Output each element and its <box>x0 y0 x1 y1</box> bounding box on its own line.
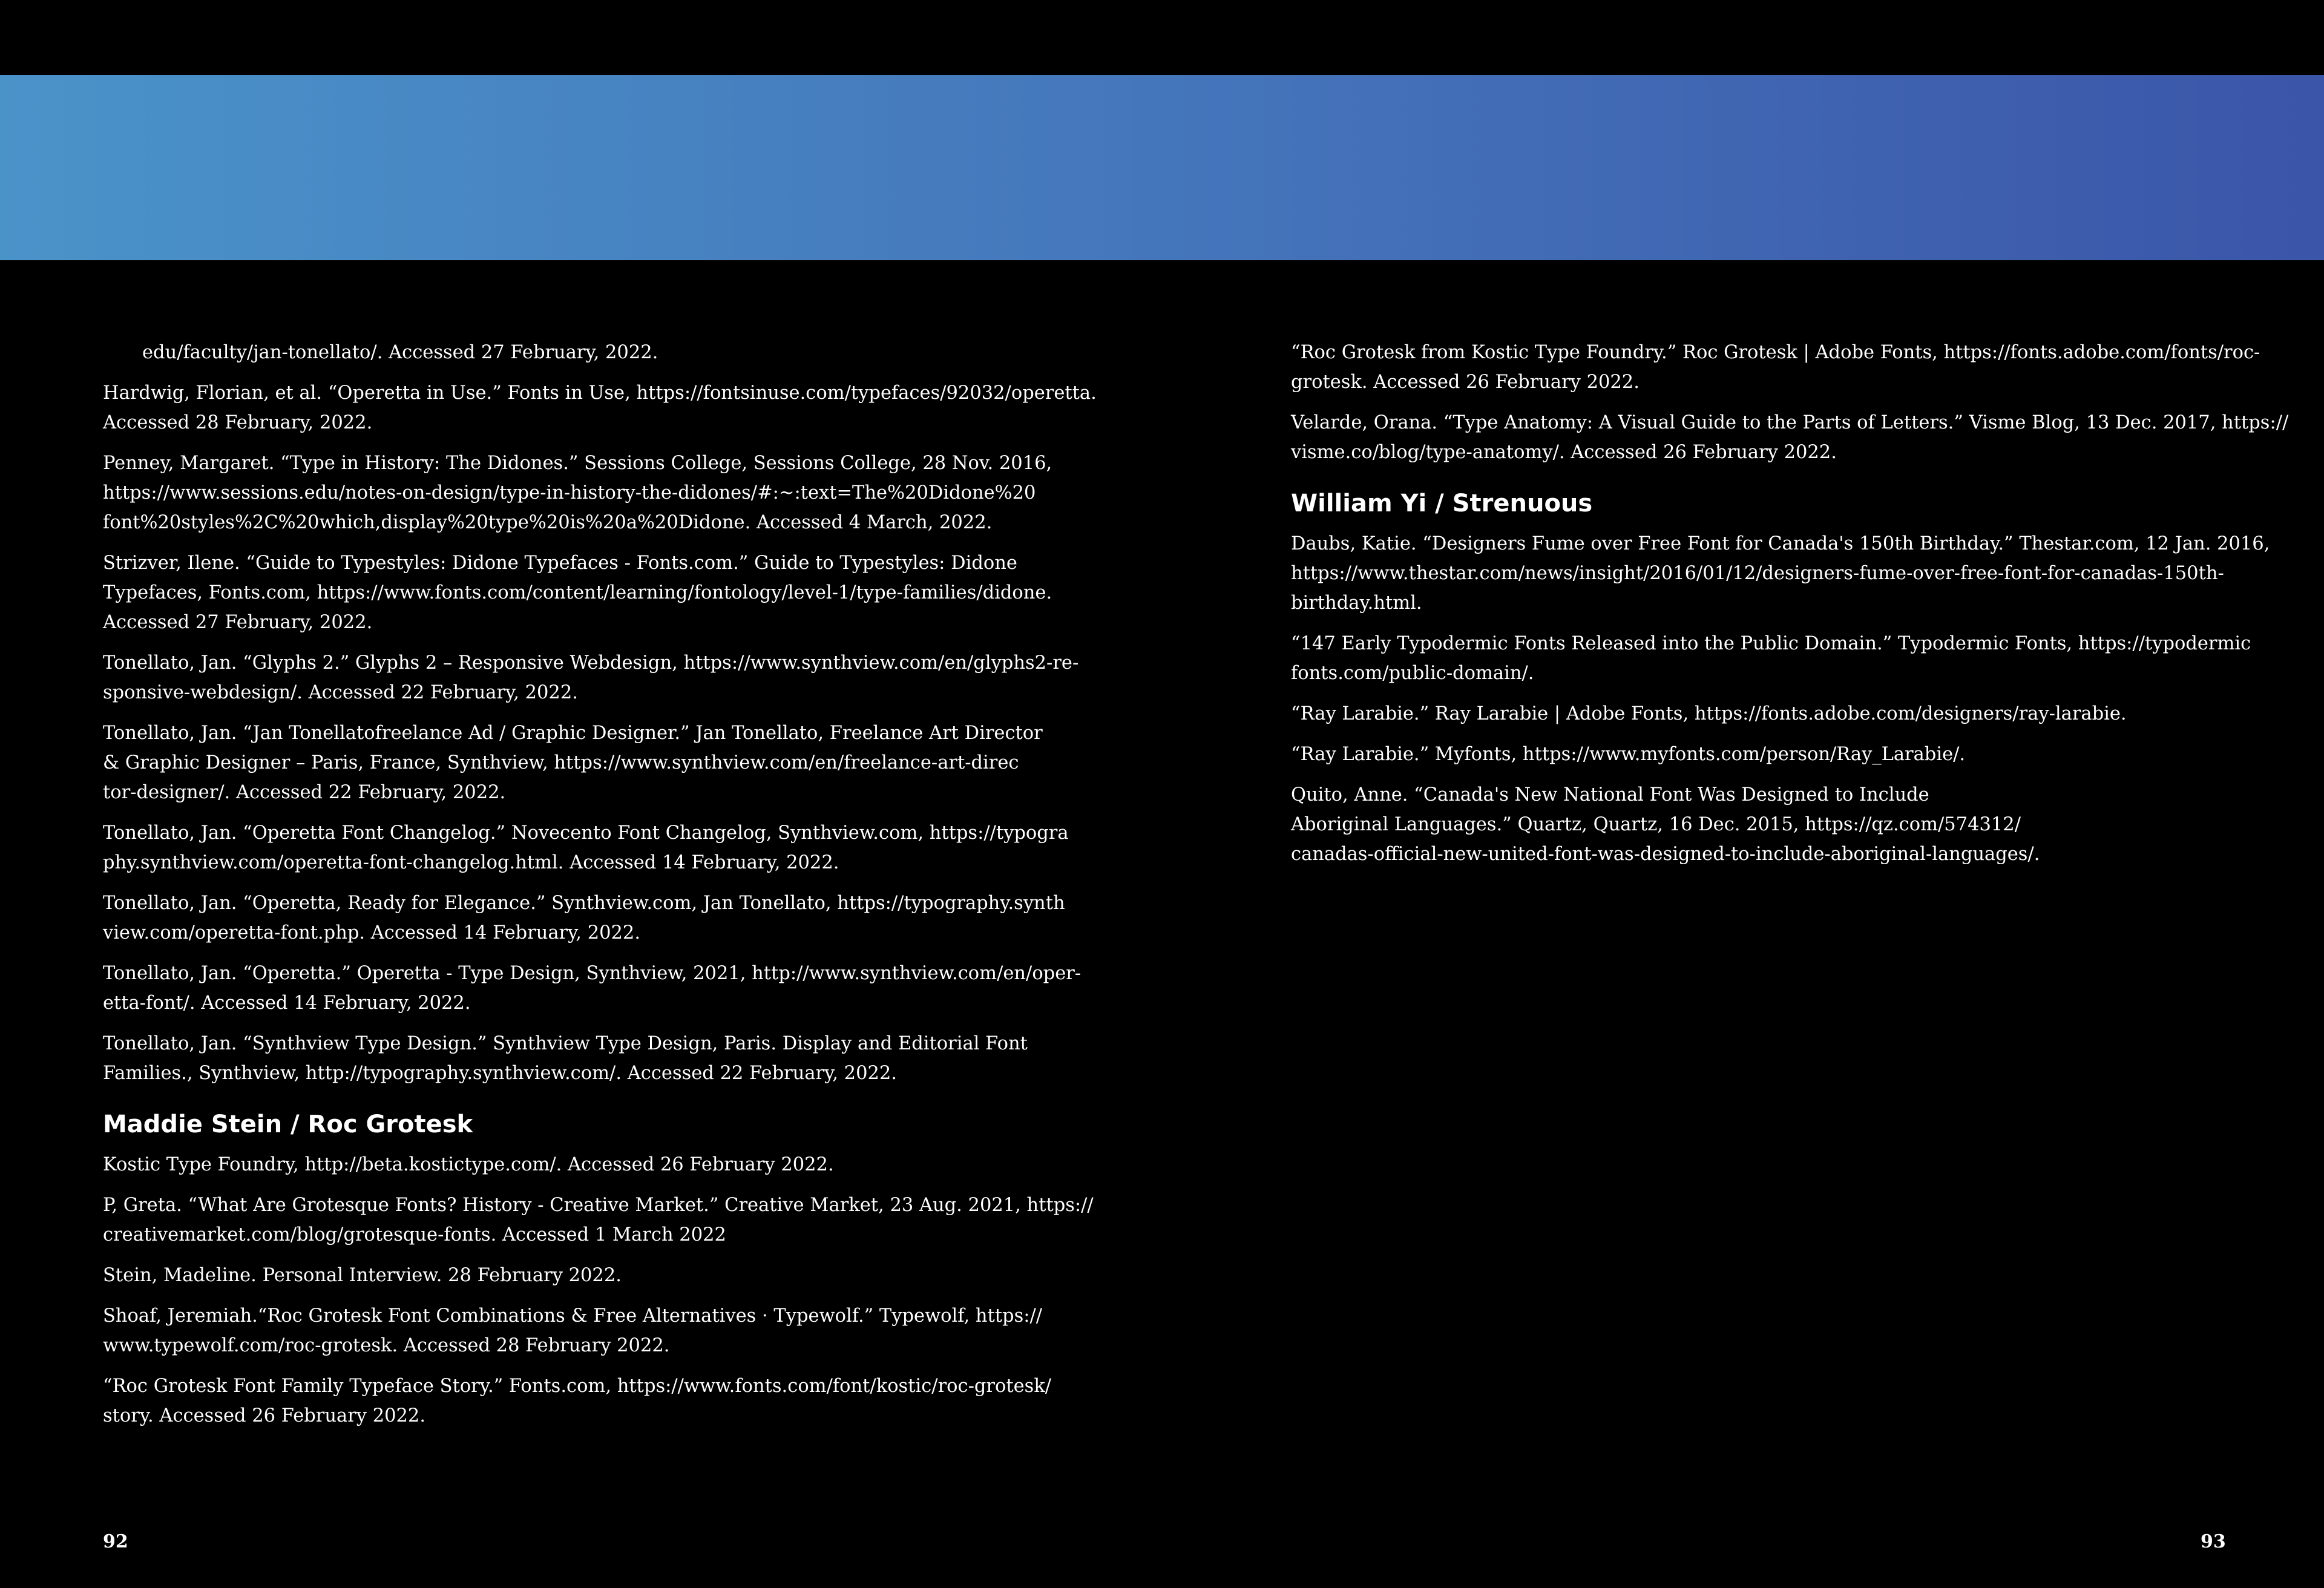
entry-line: Tonellato, Jan. “Operetta, Ready for Elegance.” Synthview.com, Jan Tonellato, https://typography.synth <box>103 893 1065 914</box>
bibliography-entry <box>1291 529 2270 618</box>
entry-line: Tonellato, Jan. “Synthview Type Design.” Synthview Type Design, Paris. Display and Editorial Font <box>103 1033 1028 1054</box>
bibliography-entry <box>103 818 1069 878</box>
bibliography-entry <box>103 1190 1094 1250</box>
bibliography-entry <box>103 1301 1043 1360</box>
bibliography-entry <box>1291 740 2235 769</box>
bibliography-entry <box>103 1150 1035 1180</box>
entry-line: Stein, Madeline. Personal Interview. 28 February 2022. <box>103 1265 622 1286</box>
entry-line: Velarde, Orana. “Type Anatomy: A Visual Guide to the Parts of Letters.” Visme Blog, 13 Dec. 2017, https:// <box>1291 412 2289 433</box>
right-entries-bottom <box>1291 529 2270 869</box>
entry-line: creativemarket.com/blog/grotesque-fonts. Accessed 1 March 2022 <box>103 1224 726 1245</box>
entry-line: sponsive-webdesign/. Accessed 22 February, 2022. <box>103 682 578 703</box>
entry-line: Tonellato, Jan. “Operetta Font Changelog.” Novecento Font Changelog, Synthview.com, https://typogra <box>103 822 1069 844</box>
entry-line: & Graphic Designer – Paris, France, Synthview, https://www.synthview.com/en/freelance-art-direc <box>103 752 1019 773</box>
entry-line: “Roc Grotesk Font Family Typeface Story.” Fonts.com, https://www.fonts.com/font/kostic/roc-grotesk/ <box>103 1376 1052 1397</box>
entry-line: P, Greta. “What Are Grotesque Fonts? History - Creative Market.” Creative Market, 23 Aug. 2021, https:// <box>103 1195 1094 1216</box>
entry-line: Aboriginal Languages.” Quartz, Quartz, 16 Dec. 2015, https://qz.com/574312/ <box>1291 814 2021 835</box>
entry-line: Penney, Margaret. “Type in History: The Didones.” Sessions College, Sessions College, 28 Nov. 2016, <box>103 453 1052 474</box>
bibliography-entry <box>103 1371 1052 1431</box>
bibliography-entry <box>103 378 1097 438</box>
entry-line: www.typewolf.com/roc-grotesk. Accessed 28 February 2022. <box>103 1335 670 1356</box>
bibliography-entry <box>103 1261 1035 1290</box>
right-page-bibliography <box>1291 338 2289 880</box>
page-number-left: 92 <box>103 1531 128 1552</box>
left-entries-bottom <box>103 1150 1094 1431</box>
entry-line: view.com/operetta-font.php. Accessed 14 February, 2022. <box>103 922 641 943</box>
entry-line: font%20styles%2C%20which,display%20type%20is%20a%20Didone. Accessed 4 March, 2022. <box>103 512 993 533</box>
entry-line: https://www.thestar.com/news/insight/2016/01/12/designers-fume-over-free-font-for-canadas-150th- <box>1291 563 2224 584</box>
entry-line: tor-designer/. Accessed 22 February, 2022. <box>103 782 506 803</box>
bibliography-entry <box>103 959 1082 1018</box>
entry-line: “Ray Larabie.” Ray Larabie | Adobe Fonts, https://fonts.adobe.com/designers/ray-larabie. <box>1291 703 2127 724</box>
entry-line: Accessed 28 February, 2022. <box>103 412 373 433</box>
bibliography-entry <box>103 338 1035 367</box>
bibliography-entry <box>1291 780 2235 869</box>
entry-line: canadas-official-new-united-font-was-designed-to-include-aboriginal-languages/. <box>1291 844 2040 865</box>
entry-line: Strizver, Ilene. “Guide to Typestyles: Didone Typefaces - Fonts.com.” Guide to Typestyles: Didone <box>103 553 1017 574</box>
entry-line: Quito, Anne. “Canada's New National Font Was Designed to Include <box>1291 784 1929 805</box>
entry-line: fonts.com/public-domain/. <box>1291 663 1534 684</box>
entry-line: “Roc Grotesk from Kostic Type Foundry.” Roc Grotesk | Adobe Fonts, https://fonts.adobe.com/fonts/roc- <box>1291 342 2260 363</box>
bibliography-entry <box>1291 408 2289 467</box>
bibliography-entry <box>103 648 1079 707</box>
entry-line: “147 Early Typodermic Fonts Released into the Public Domain.” Typodermic Fonts, https://typodermic <box>1291 633 2251 654</box>
entry-line: Tonellato, Jan. “Operetta.” Operetta - Type Design, Synthview, 2021, http://www.synthview.com/en/oper- <box>103 963 1082 984</box>
bibliography-entry <box>103 1029 1035 1088</box>
bibliography-entry <box>103 448 1052 537</box>
entry-line: phy.synthview.com/operetta-font-changelog.html. Accessed 14 February, 2022. <box>103 852 839 873</box>
section-heading-strenuous: William Yi / Strenuous <box>1291 490 1593 517</box>
entry-line: Daubs, Katie. “Designers Fume over Free Font for Canada's 150th Birthday.” Thestar.com, 12 Jan. 2016, <box>1291 533 2270 554</box>
entry-line: etta-font/. Accessed 14 February, 2022. <box>103 993 471 1014</box>
left-page-bibliography <box>103 338 1097 1442</box>
left-entries-top <box>103 338 1097 1088</box>
entry-line: Tonellato, Jan. “Jan Tonellatofreelance Ad / Graphic Designer.” Jan Tonellato, Freelance Art Director <box>103 723 1043 744</box>
entry-line: story. Accessed 26 February 2022. <box>103 1405 426 1426</box>
entry-line: edu/faculty/jan-tonellato/. Accessed 27 February, 2022. <box>142 342 658 363</box>
entry-line: Families., Synthview, http://typography.synthview.com/. Accessed 22 February, 2022. <box>103 1063 897 1084</box>
bibliography-entry <box>103 888 1065 948</box>
bibliography-entry <box>103 718 1043 807</box>
right-entries-top <box>1291 338 2289 467</box>
header-gradient-banner <box>0 75 2324 260</box>
page-number-right: 93 <box>2201 1531 2226 1552</box>
entry-line: Typefaces, Fonts.com, https://www.fonts.com/content/learning/fontology/level-1/type-families/didone. <box>103 582 1052 603</box>
entry-line: visme.co/blog/type-anatomy/. Accessed 26 February 2022. <box>1291 442 1837 463</box>
entry-line: Accessed 27 February, 2022. <box>103 612 373 633</box>
entry-line: Shoaf, Jeremiah.“Roc Grotesk Font Combinations & Free Alternatives · Typewolf.” Typewolf, https:// <box>103 1305 1043 1327</box>
entry-line: birthday.html. <box>1291 592 1422 614</box>
entry-line: https://www.sessions.edu/notes-on-design/type-in-history-the-didones/#:~:text=The%20Didone%20 <box>103 482 1036 504</box>
section-heading-roc-grotesk: Maddie Stein / Roc Grotesk <box>103 1111 473 1138</box>
entry-line: Hardwig, Florian, et al. “Operetta in Use.” Fonts in Use, https://fontsinuse.com/typefaces/92032/operetta. <box>103 382 1097 404</box>
bibliography-entry <box>103 548 1052 637</box>
entry-line: “Ray Larabie.” Myfonts, https://www.myfonts.com/person/Ray_Larabie/. <box>1291 744 1966 765</box>
bibliography-entry <box>1291 629 2251 688</box>
entry-line: Tonellato, Jan. “Glyphs 2.” Glyphs 2 – Responsive Webdesign, https://www.synthview.com/en/glyphs2-re- <box>103 652 1079 674</box>
entry-line: grotesk. Accessed 26 February 2022. <box>1291 372 1640 393</box>
bibliography-entry <box>1291 699 2235 729</box>
entry-line: Kostic Type Foundry, http://beta.kostictype.com/. Accessed 26 February 2022. <box>103 1154 834 1175</box>
bibliography-entry <box>1291 338 2260 397</box>
